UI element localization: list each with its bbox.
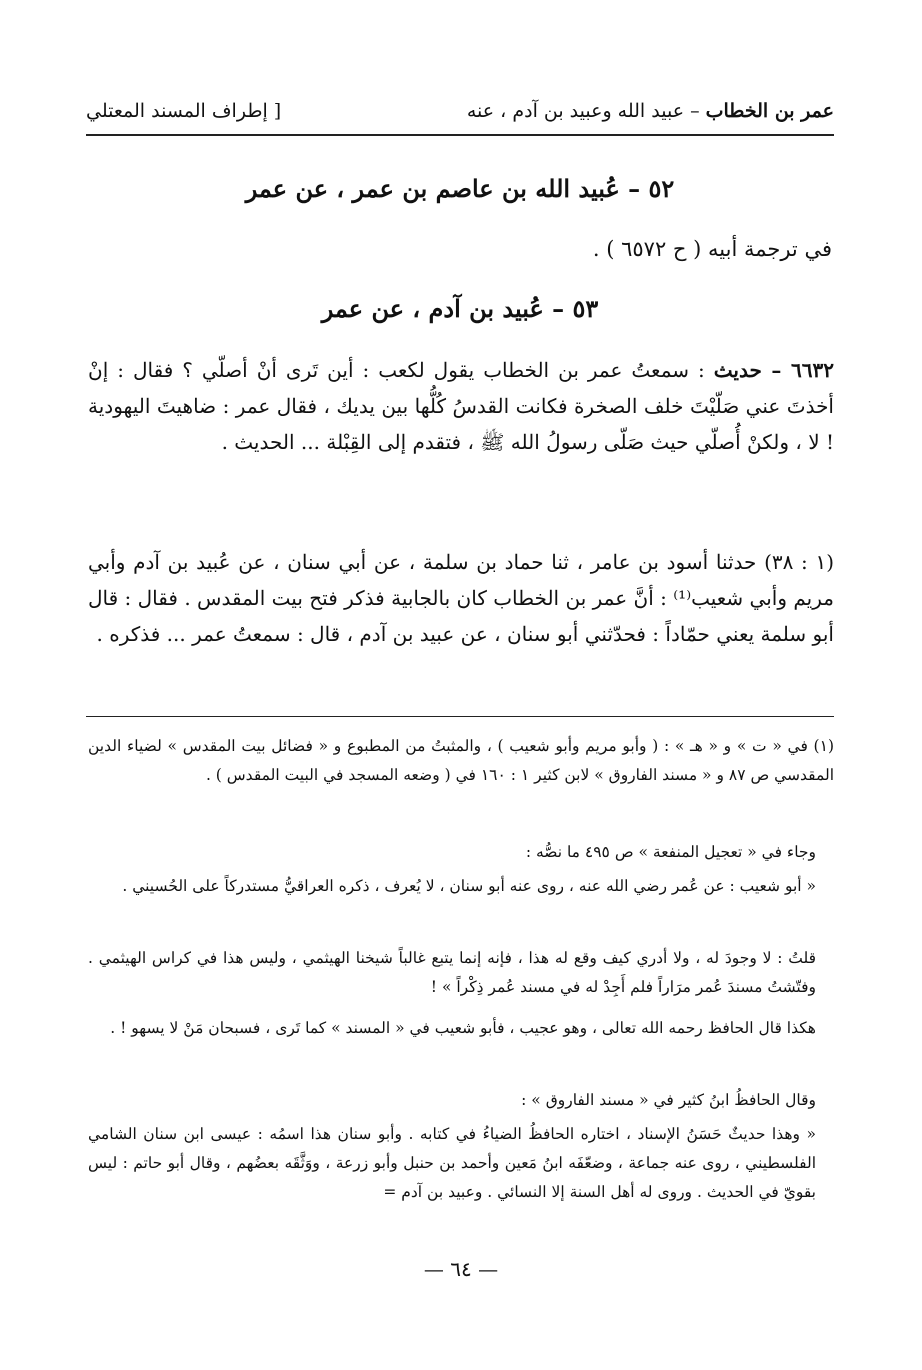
footnote-line: وقال الحافظُ ابنُ كثير في « مسند الفاروق » : (521, 1091, 816, 1109)
isnad-paragraph: (١ : ٣٨) حدثنا أسود بن عامر ، ثنا حماد بن سلمة ، عن أبي سنان ، عن عُبيد بن آدم وأبي مريم وأبي شعيب⁽¹⁾ : أنَّ عمر بن الخطاب كان بالجابية فذكر فتح بيت المقدس . فقال : قال أبو سلمة يعني حمّاداً : فحدّثني أبو سنان ، عن عبيد بن آدم ، قال : سمعتُ عمر ... فذكره . (88, 550, 835, 646)
footnote-quote: « وهذا حديثٌ حَسَنُ الإسناد ، اختاره الحافظُ الضياءُ في كتابه . وأبو سنان هذا اسمُه : عيسى ابن سنان الشامي الفلسطيني ، روى عنه جماعة ، وضعّفَه ابنُ مَعين وأحمد بن حنبل وأبو زرعة ، ووَثَّقَه بعضُهم ، وقال أبو حاتم : ليس بقويّ في الحديث . وروى له أهل السنة إلا النسائي . وعبيد بن آدم = (88, 1125, 816, 1201)
footnote-line: وجاء في « تعجيل المنفعة » ص ٤٩٥ ما نصُّه : (525, 843, 816, 861)
hadith-paragraph (88, 352, 834, 460)
footnote-1: (١) في « ت » و « هـ » : ( وأبو مريم وأبو شعيب ) ، والمثبتُ من المطبوع و « فضائل بيت المقدس » لضياء الدين المقدسي ص ٨٧ و « مسند الفاروق » لابن كثير ١ : ١٦٠ في ( وضعه المسجد في البيت المقدس ) . (88, 737, 834, 784)
footnote-quote: « أبو شعيب : عن عُمر رضي الله عنه ، روى عنه أبو سنان ، لا يُعرف ، ذكره العراقيُّ مستدركاً على الحُسيني . (122, 877, 816, 895)
header-book-title: [ إطراف المسند المعتلي (86, 100, 282, 122)
section-heading-53: ٥٣ – عُبيد بن آدم ، عن عمر (321, 294, 599, 323)
hadith-number: ٦٦٣٢ – حديث (713, 358, 834, 382)
header-chapter-rest: – عبيد الله وعبيد بن آدم ، عنه (466, 100, 706, 122)
running-header (86, 96, 834, 136)
footnote-comment: قلتُ : لا وجودَ له ، ولا أدري كيف وقع له هذا ، فإنه إنما يتبع غالباً شيخنا الهيثمي ، وليس هذا في كراس الهيثمي . وفتّشتُ مسندَ عُمر مرَاراً فلم أَجِدْ له في مسند عُمر ذِكْراً » ! (88, 949, 816, 996)
section-heading-52: ٥٢ – عُبيد الله بن عاصم بن عمر ، عن عمر (245, 174, 675, 203)
footnote-comment: هكذا قال الحافظ رحمه الله تعالى ، وهو عجيب ، فأبو شعيب في « المسند » كما تَرى ، فسبحان مَنْ لا يسهو ! . (110, 1019, 816, 1037)
footnote-divider (86, 716, 834, 717)
header-chapter-bold: عمر بن الخطاب (705, 100, 834, 122)
cross-reference-note: في ترجمة أبيه ( ح ٦٥٧٢ ) . (592, 237, 832, 261)
page-number: — ٦٤ — (423, 1257, 499, 1281)
header-chapter-title (467, 96, 834, 126)
hadith-text: : سمعتُ عمر بن الخطاب يقول لكعب : أين تَرى أنْ أصلّي ؟ فقال : إنْ أخذتَ عني صَلّيْتَ خلف الصخرة فكانت القدسُ كُلُّها بين يديك ، فقال عمر : ضاهيتَ اليهودية ! لا ، ولكنْ أُصلّي حيث صَلّى رسولُ الله ﷺ ، فتقدم إلى القِبْلة ... الحديث . (88, 358, 834, 454)
